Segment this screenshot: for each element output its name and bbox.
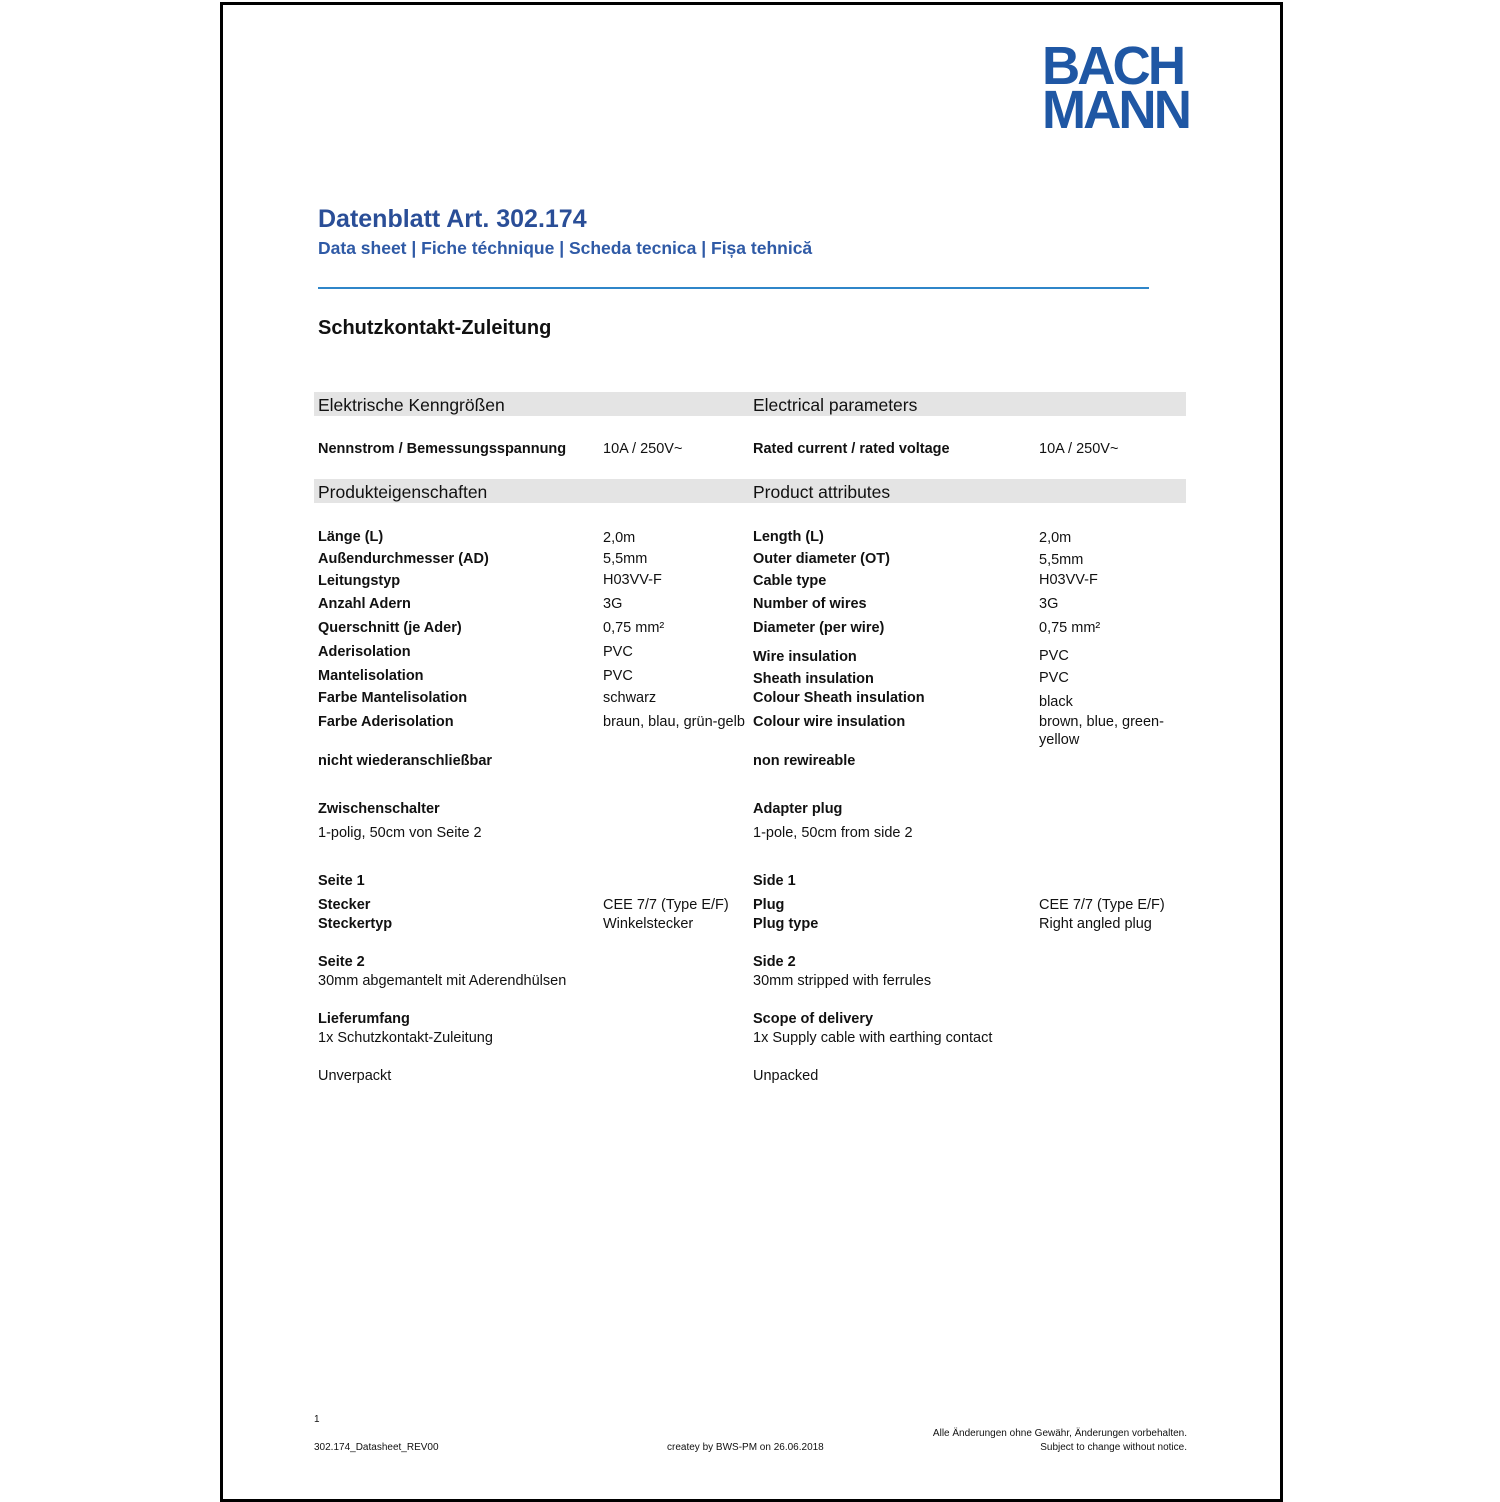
section-heading-electrical-de: Elektrische Kenngrößen (318, 395, 505, 415)
attr-value-en: 3G (1039, 596, 1059, 612)
plug-type-label-de: Steckertyp (318, 916, 393, 932)
side2-title-de: Seite 2 (318, 954, 365, 970)
attr-value-de: 2,0m (603, 530, 636, 546)
page-title: Datenblatt Art. 302.174 (318, 205, 587, 233)
bachmann-logo (1042, 36, 1190, 140)
side2-title-en: Side 2 (753, 954, 796, 970)
section-heading-electrical-en: Electrical parameters (753, 395, 918, 415)
attr-value-en: black (1039, 694, 1073, 710)
attr-value-de: 0,75 mm² (603, 620, 665, 636)
document-id: 302.174_Datasheet_REV00 (314, 1442, 439, 1453)
attr-label-en: Number of wires (753, 596, 867, 612)
page-number: 1 (314, 1414, 320, 1425)
attr-label-en: Colour Sheath insulation (753, 690, 925, 706)
attr-label-en: Sheath insulation (753, 671, 874, 687)
notice-de: Alle Änderungen ohne Gewähr, Änderungen vorbehalten. (932, 1428, 1187, 1439)
attr-label-en: Outer diameter (OT) (753, 551, 890, 567)
side1-title-en: Side 1 (753, 873, 796, 889)
attr-value-en: brown, blue, green- (1039, 714, 1164, 730)
packaging-de: Unverpackt (318, 1068, 392, 1084)
attr-value-en: 0,75 mm² (1039, 620, 1101, 636)
attr-value-en: PVC (1039, 670, 1069, 686)
plug-type-value-de: Winkelstecker (603, 916, 694, 932)
switch-title-en: Adapter plug (753, 801, 843, 817)
switch-text-en: 1-pole, 50cm from side 2 (753, 825, 913, 841)
attr-label-de: Mantelisolation (318, 668, 424, 684)
plug-value-en: CEE 7/7 (Type E/F) (1039, 897, 1165, 913)
attr-label-en: Length (L) (753, 529, 824, 545)
plug-value-de: CEE 7/7 (Type E/F) (603, 897, 729, 913)
rewire-de: nicht wiederanschließbar (318, 753, 493, 769)
page-subtitle: Data sheet | Fiche téchnique | Scheda tecnica | Fișa tehnică (318, 238, 813, 258)
attr-value-de: PVC (603, 668, 633, 684)
attr-value-de: 3G (603, 596, 623, 612)
attr-value-de: 5,5mm (603, 551, 648, 567)
plug-type-value-en: Right angled plug (1039, 916, 1152, 932)
created-by: createy by BWS-PM on 26.06.2018 (667, 1442, 824, 1453)
side2-text-en: 30mm stripped with ferrules (753, 973, 932, 989)
product-name: Schutzkontakt-Zuleitung (318, 317, 552, 339)
attr-label-de: Farbe Aderisolation (318, 714, 454, 730)
attr-value-en: 5,5mm (1039, 552, 1084, 568)
side2-text-de: 30mm abgemantelt mit Aderendhülsen (318, 973, 567, 989)
attr-value-en: PVC (1039, 648, 1069, 664)
rated-value-de: 10A / 250V~ (603, 441, 683, 457)
packaging-en: Unpacked (753, 1068, 819, 1084)
attr-label-de: Anzahl Adern (318, 596, 411, 612)
attr-label-de: Aderisolation (318, 644, 411, 660)
switch-title-de: Zwischenschalter (318, 801, 440, 817)
notice-en: Subject to change without notice. (1040, 1442, 1187, 1453)
header-divider (318, 287, 1149, 289)
plug-label-de: Stecker (318, 897, 371, 913)
attr-label-de: Leitungstyp (318, 573, 401, 589)
delivery-title-de: Lieferumfang (318, 1011, 410, 1027)
attr-value-en-continued: yellow (1039, 732, 1080, 748)
rated-value-en: 10A / 250V~ (1039, 441, 1119, 457)
plug-type-label-en: Plug type (753, 916, 819, 932)
attr-value-de: H03VV-F (603, 572, 662, 588)
plug-label-en: Plug (753, 897, 785, 913)
attr-label-de: Querschnitt (je Ader) (318, 620, 462, 636)
side1-title-de: Seite 1 (318, 873, 365, 889)
logo-line-1: BACH (1042, 36, 1184, 96)
attr-value-de: schwarz (603, 690, 657, 706)
attr-label-en: Diameter (per wire) (753, 620, 885, 636)
attr-label-en: Cable type (753, 573, 827, 589)
attr-value-en: 2,0m (1039, 530, 1072, 546)
section-heading-attributes-de: Produkteigenschaften (318, 482, 488, 502)
delivery-text-de: 1x Schutzkontakt-Zuleitung (318, 1030, 493, 1046)
attr-label-de: Außendurchmesser (AD) (318, 551, 489, 567)
delivery-text-en: 1x Supply cable with earthing contact (753, 1030, 993, 1046)
section-heading-attributes-en: Product attributes (753, 482, 891, 502)
attr-value-de: braun, blau, grün-gelb (603, 714, 745, 730)
rated-label-en: Rated current / rated voltage (753, 441, 950, 457)
attr-value-en: H03VV-F (1039, 572, 1098, 588)
attr-label-en: Colour wire insulation (753, 714, 906, 730)
attr-label-de: Länge (L) (318, 529, 384, 545)
delivery-title-en: Scope of delivery (753, 1011, 874, 1027)
attr-value-de: PVC (603, 644, 633, 660)
rated-label-de: Nennstrom / Bemessungsspannung (318, 441, 567, 457)
attr-label-en: Wire insulation (753, 649, 857, 665)
switch-text-de: 1-polig, 50cm von Seite 2 (318, 825, 482, 841)
attr-label-de: Farbe Mantelisolation (318, 690, 468, 706)
rewire-en: non rewireable (753, 753, 856, 769)
logo-line-2: MANN (1042, 80, 1189, 140)
